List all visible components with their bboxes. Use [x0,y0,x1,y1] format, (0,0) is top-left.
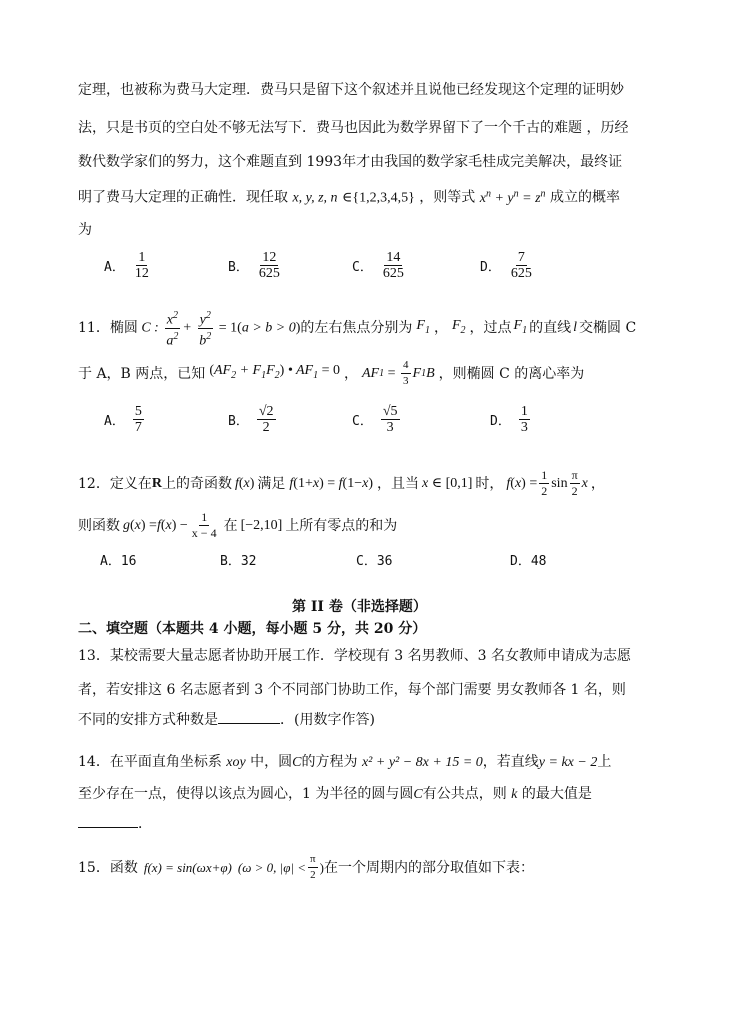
g-definition: g ( x ) = f ( x ) − $\frac{1}{x - 4}$ [123,510,217,540]
section-two-title: 二、填空题（本题共 4 小题，每小题 5 分，共 20 分） [78,621,427,637]
q11-option-d: D． $\frac{1}{3}$ [490,404,528,435]
f-definition: f ( x ) = $\frac{1}{2}$ sin $\frac{\pi}{2}$ x [506,468,588,498]
q12-line-2: 则函数 g ( x ) = f ( x ) − $\frac{1}{x - 4}$ 在 [−2,10] 上所有零点的和为 [78,510,398,540]
answer-blank [218,711,280,724]
q12-option-c: C．36 [356,554,393,569]
vector-condition: $(AF_2 + F_1F_2)$ • $AF_1 = 0$ [209,363,340,381]
q10-option-b: B． $\frac{12}{625}$ [228,250,280,281]
q11-option-c: C． $\frac{√5}{3}$ [352,404,398,435]
q10-line-5: 为 [78,222,92,238]
q11-option-b: B． $\frac{√2}{2}$ [228,404,274,435]
q10-line-4: 明了费马大定理的正确性．现任取 x, y, z, n ∈{1,2,3,4,5} ，则等式 $x^n + y^n = z^n$ 成立的概率 [78,188,620,206]
q15-line-1: 15．函数 f(x) = sin(ωx+φ) (ω > 0, |φ| < $\frac{\pi}{2}$ ) 在一个周期内的部分取值如下表： [78,853,534,881]
q12-option-a: A．16 [100,554,137,569]
q10-line-1: 定理，也被称为费马大定理．费马只是留下这个叙述并且说他已经发现这个定理的证明妙 [78,82,624,98]
q14-line-1: 14．在平面直角坐标系 xoy 中，圆C的方程为 x² + y² − 8x + 15 = 0，若直线y = kx − 2上 [78,754,612,770]
q10-option-c: C． $\frac{14}{625}$ [352,250,404,281]
part-two-title: 第 II 卷（非选择题） [292,599,427,615]
q12-line-1: 12． 定义在 R 上的奇函数 f(x) 满足 f(1+x) = f(1−x) ，且当 x ∈ [0,1] 时， f ( x ) = $\frac{1}{2}$ sin $\frac{\pi}{2}$ x ， [78,468,605,498]
answer-blank [78,815,138,828]
q14-line-3: ． [78,814,152,834]
q11-line-2: 于 A，B 两点，已知 $(AF_2 + F_1F_2)$ • $AF_1 = 0$ ， AF 1 = $\frac{4}{3}$ F 1 B ，则椭圆 C 的离心率为 [78,359,585,387]
q12-option-b: B．32 [220,554,257,569]
q13-line-3: 不同的安排方式种数是 ．(用数字作答) [78,712,375,728]
vector-ratio: AF 1 = $\frac{4}{3}$ F 1 B [362,359,435,387]
q10-option-a: A． $\frac{1}{12}$ [104,250,149,281]
q10-line-2: 法，只是书页的空白处不够无法写下．费马也因此为数学界留下了一个千古的难题 ，历经 [78,120,629,136]
ellipse-equation: C : $\frac{x^2}{a^2}$ + $\frac{y^2}{b^2}$ = 1(a > b > 0) [137,310,301,349]
fermat-equation: $x^n + y^n = z^n$ [479,188,546,206]
q11-option-a: A． $\frac{5}{7}$ [104,404,142,435]
q14-line-2: 至少存在一点，使得以该点为圆心，1 为半径的圆与圆C有公共点，则 k 的最大值是 [78,786,592,802]
symmetry-condition: f(1+x) = f(1−x) [289,475,373,491]
q13-line-1: 13．某校需要大量志愿者协助开展工作．学校现有 3 名男教师、3 名女教师申请成为志愿 [78,648,631,664]
q12-option-d: D．48 [510,554,547,569]
q13-line-2: 者，若安排这 6 名志愿者到 3 个不同部门协助工作，每个部门需要 男女教师各 1 名，则 [78,682,626,698]
q10-option-d: D． $\frac{7}{625}$ [480,250,532,281]
q10-line-3: 数代数学家们的努力，这个难题直到 1993年才由我国的数学家毛桂成完美解决，最终证 [78,154,623,170]
q11-line-1: 11． 椭圆 C : $\frac{x^2}{a^2}$ + $\frac{y^2}{b^2}$ = 1(a > b > 0) 的左右焦点分别为 $F_1$ ， $F_2$ ，过点 $F_1$ 的直线 l 交椭圆 C [78,310,637,349]
